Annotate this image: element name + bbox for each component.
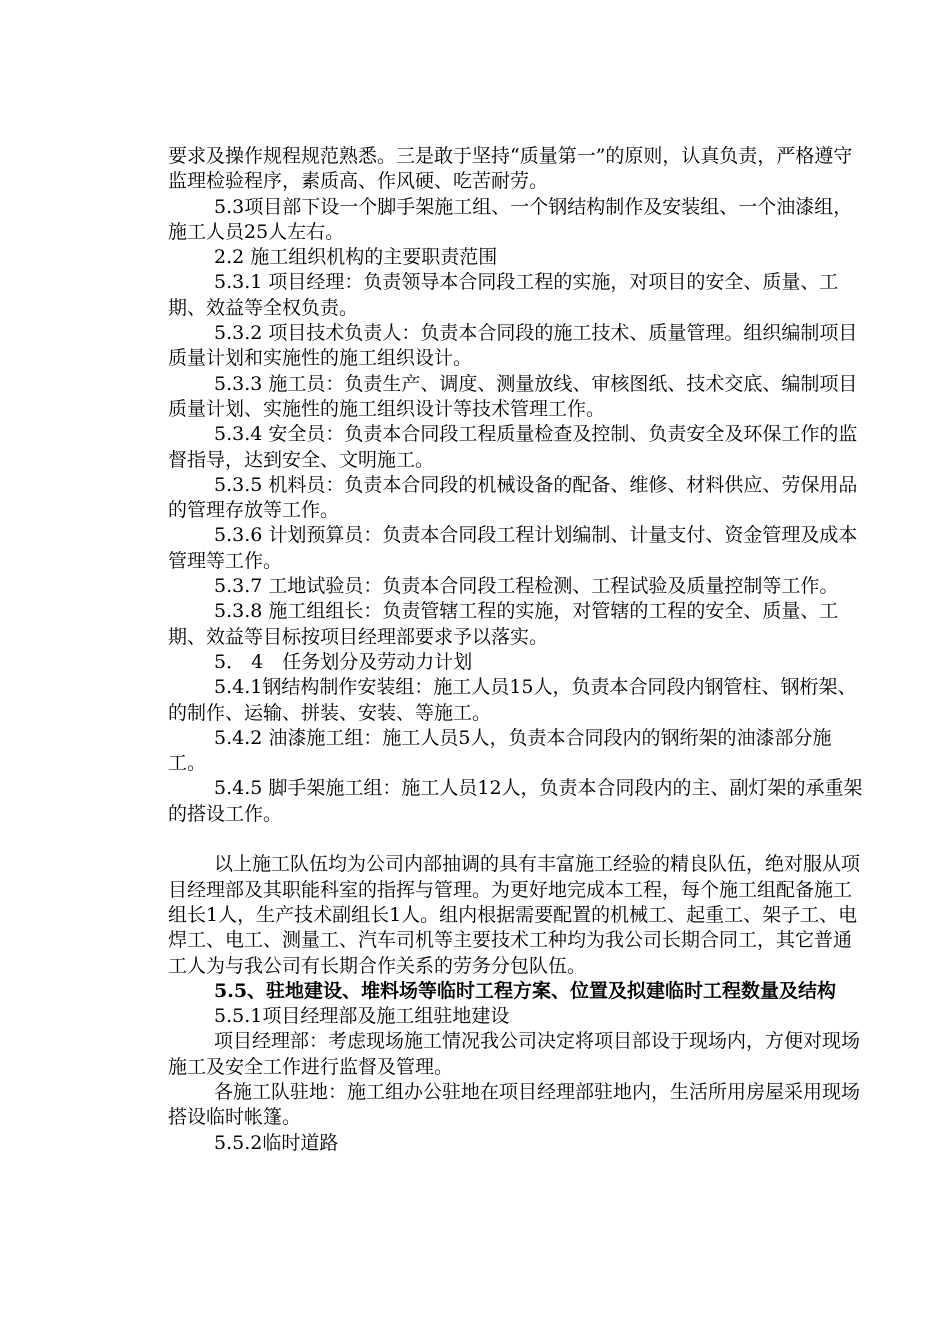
- paragraph-0: 要求及操作规程规范熟悉。三是敢于坚持“质量第一”的原则，认真负责，严格遵守监理检验程序，素质高、作风硬、吃苦耐劳。: [168, 145, 853, 193]
- paragraph-5-3-6: 5.3.6 计划预算员：负责本合同段工程计划编制、计量支付、资金管理及成本管理等工作。: [168, 524, 858, 572]
- section-heading-5-5: 5.5、驻地建设、堆料场等临时工程方案、位置及拟建临时工程数量及结构: [214, 979, 837, 1002]
- blank-line: [168, 827, 868, 852]
- paragraph-5-3-5: 5.3.5 机料员：负责本合同段的机械设备的配备、维修、材料供应、劳保用品的管理存放等工作。: [168, 473, 858, 522]
- paragraph-5-4-1: 5.4.1钢结构制作安装组：施工人员15人，负责本合同段内钢管柱、钢桁架、的制作、运输、拼装、安装、等施工。: [168, 676, 857, 724]
- paragraph-team-summary: 以上施工队伍均为公司内部抽调的具有丰富施工经验的精良队伍，绝对服从项目经理部及其职能科室的指挥与管理。为更好地完成本工程，每个施工组配备施工组长1人，生产技术副组长1人。组内根据需要配置的机械工、起重工、架子工、电焊工、电工、测量工、汽车司机等主要技术工种均为我公司长期合同工，其它普通工人为与我公司有长期合作关系的劳务分包队伍。: [168, 853, 861, 977]
- paragraph-5-3-3: 5.3.3 施工员：负责生产、调度、测量放线、审核图纸、技术交底、编制项目质量计划、实施性的施工组织设计等技术管理工作。: [168, 372, 858, 420]
- paragraph-5-5-2: 5.5.2临时道路: [214, 1131, 339, 1154]
- paragraph-1: 5.3项目部下设一个脚手架施工组、一个钢结构制作及安装组、一个油漆组，施工人员25人左右。: [168, 195, 853, 243]
- paragraph-5-3-1: 5.3.1 项目经理：负责领导本合同段工程的实施，对项目的安全、质量、工期、效益等全权负责。: [168, 271, 839, 319]
- paragraph-5-3-2: 5.3.2 项目技术负责人：负责本合同段的施工技术、质量管理。组织编制项目质量计划和实施性的施工组织设计。: [168, 322, 858, 370]
- paragraph-5-3-4: 5.3.4 安全员：负责本合同段工程质量检查及控制、负责安全及环保工作的监督指导，达到安全、文明施工。: [168, 423, 858, 471]
- paragraph-5-3-8: 5.3.8 施工组组长：负责管辖工程的实施，对管辖的工程的安全、质量、工期、效益等目标按项目经理部要求予以落实。: [168, 600, 839, 648]
- section-heading-2-2: 2.2 施工组织机构的主要职责范围: [214, 246, 498, 269]
- document-page: [168, 144, 868, 1156]
- paragraph-5-3-7: 5.3.7 工地试验员：负责本合同段工程检测、工程试验及质量控制等工作。: [214, 575, 839, 598]
- paragraph-5-4-2: 5.4.2 油漆施工组：施工人员5人，负责本合同段内的钢绗架的油漆部分施工。: [168, 726, 832, 775]
- paragraph-project-office: 项目经理部：考虑现场施工情况我公司决定将项目部设于现场内，方便对现场施工及安全工作进行监督及管理。: [168, 1030, 861, 1078]
- paragraph-team-stations: 各施工队驻地：施工组办公驻地在项目经理部驻地内，生活所用房屋采用现场搭设临时帐篷。: [168, 1080, 861, 1129]
- paragraph-5-4-5: 5.4.5 脚手架施工组：施工人员12人，负责本合同段内的主、副灯架的承重架的搭设工作。: [168, 777, 863, 825]
- paragraph-5-5-1: 5.5.1项目经理部及施工组驻地建设: [214, 1005, 510, 1028]
- section-heading-5-4: 5． 4 任务划分及劳动力计划: [214, 650, 473, 673]
